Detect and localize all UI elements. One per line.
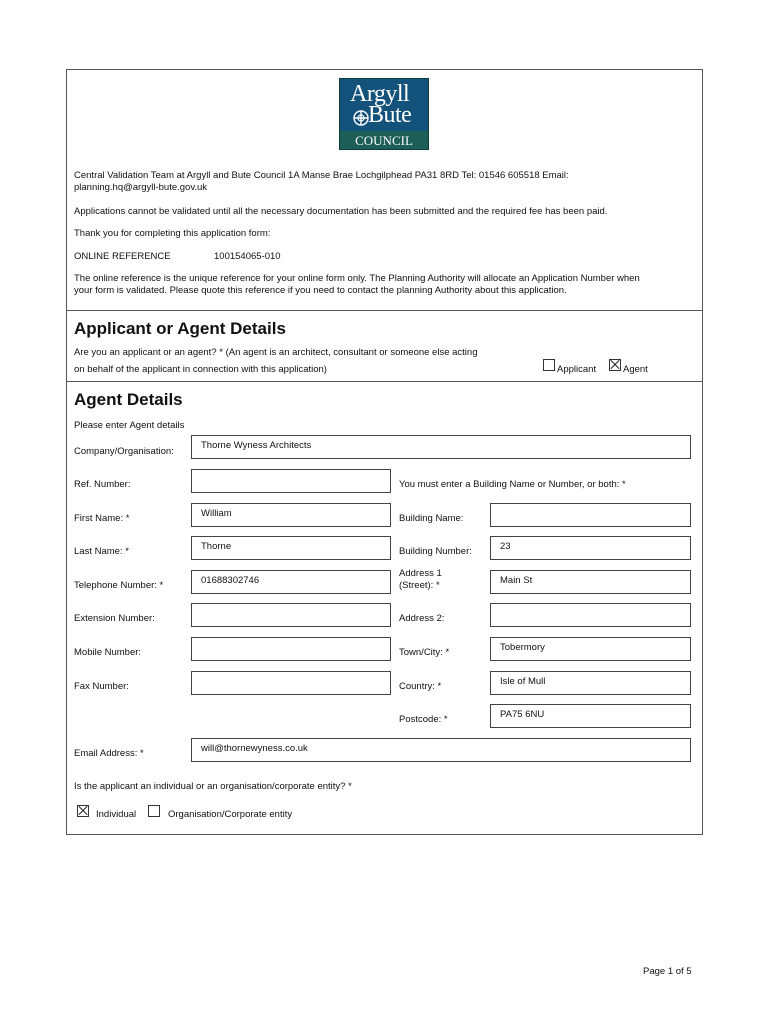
agent-option-label: Agent (623, 364, 648, 375)
email-label: Email Address: * (74, 748, 144, 759)
country-label: Country: * (399, 681, 442, 692)
online-reference-value: 100154065-010 (214, 251, 281, 262)
applicant-question-line-2: on behalf of the applicant in connection with this application) (74, 364, 327, 375)
building-name-label: Building Name: (399, 513, 464, 524)
address1-label-line-1: Address 1 (399, 568, 442, 579)
agent-section-title: Agent Details (74, 390, 183, 409)
contact-line-1: Central Validation Team at Argyll and Bute Council 1A Manse Brae Lochgilphead PA31 8RD Tel: 01546 605518 Email: (74, 170, 569, 181)
telephone-label: Telephone Number: * (74, 580, 164, 591)
logo-text-council: COUNCIL (355, 133, 413, 148)
reference-note-line-2: your form is validated. Please quote this reference if you need to contact the planning Authority about this application. (74, 285, 567, 296)
address1-label-line-2: (Street): * (399, 580, 440, 591)
last-name-field[interactable]: Thorne (191, 536, 391, 560)
applicant-section-title: Applicant or Agent Details (74, 319, 286, 338)
thank-you-text: Thank you for completing this application form: (74, 228, 271, 239)
fax-label: Fax Number: (74, 681, 129, 692)
company-label: Company/Organisation: (74, 446, 174, 457)
building-number-label: Building Number: (399, 546, 472, 557)
country-field[interactable]: Isle of Mull (490, 671, 691, 695)
ref-number-label: Ref. Number: (74, 479, 131, 490)
postcode-label: Postcode: * (399, 714, 448, 725)
section-divider (67, 381, 702, 382)
ref-number-field[interactable] (191, 469, 391, 493)
council-logo (339, 78, 429, 150)
applicant-checkbox[interactable] (543, 359, 555, 371)
extension-field[interactable] (191, 603, 391, 627)
address2-label: Address 2: (399, 613, 445, 624)
page-number: Page 1 of 5 (643, 966, 692, 977)
first-name-label: First Name: * (74, 513, 130, 524)
validation-note: Applications cannot be validated until all the necessary documentation has been submitted and the required fee has been paid. (74, 206, 608, 217)
applicant-question-line-1: Are you an applicant or an agent? * (An agent is an architect, consultant or someone else acting (74, 347, 478, 358)
telephone-field[interactable]: 01688302746 (191, 570, 391, 594)
mobile-label: Mobile Number: (74, 647, 142, 658)
applicant-option-label: Applicant (557, 364, 597, 375)
individual-option-label: Individual (96, 809, 137, 820)
logo-text-argyll: Argyll (350, 81, 410, 107)
reference-note-line-1: The online reference is the unique reference for your online form only. The Planning Authority will allocate an Application Number when (74, 273, 640, 284)
form-page (66, 69, 703, 835)
organisation-checkbox[interactable] (148, 805, 160, 817)
address2-field[interactable] (490, 603, 691, 627)
first-name-field[interactable]: William (191, 503, 391, 527)
town-label: Town/City: * (399, 647, 450, 658)
building-note: You must enter a Building Name or Number, or both: * (399, 479, 626, 490)
agent-checkbox[interactable] (609, 359, 621, 371)
mobile-field[interactable] (191, 637, 391, 661)
building-name-field[interactable] (490, 503, 691, 527)
town-field[interactable]: Tobermory (490, 637, 691, 661)
address1-field[interactable]: Main St (490, 570, 691, 594)
section-divider (67, 310, 702, 311)
agent-intro: Please enter Agent details (74, 420, 185, 431)
last-name-label: Last Name: * (74, 546, 129, 557)
individual-checkbox[interactable] (77, 805, 89, 817)
organisation-option-label: Organisation/Corporate entity (168, 809, 293, 820)
online-reference-label: ONLINE REFERENCE (74, 251, 171, 262)
contact-line-2: planning.hq@argyll-bute.gov.uk (74, 182, 208, 193)
company-field[interactable]: Thorne Wyness Architects (191, 435, 691, 459)
email-field[interactable]: will@thornewyness.co.uk (191, 738, 691, 762)
postcode-field[interactable]: PA75 6NU (490, 704, 691, 728)
logo-text-bute: Bute (368, 102, 412, 128)
extension-label: Extension Number: (74, 613, 155, 624)
entity-question: Is the applicant an individual or an organisation/corporate entity? * (74, 781, 352, 792)
fax-field[interactable] (191, 671, 391, 695)
building-number-field[interactable]: 23 (490, 536, 691, 560)
